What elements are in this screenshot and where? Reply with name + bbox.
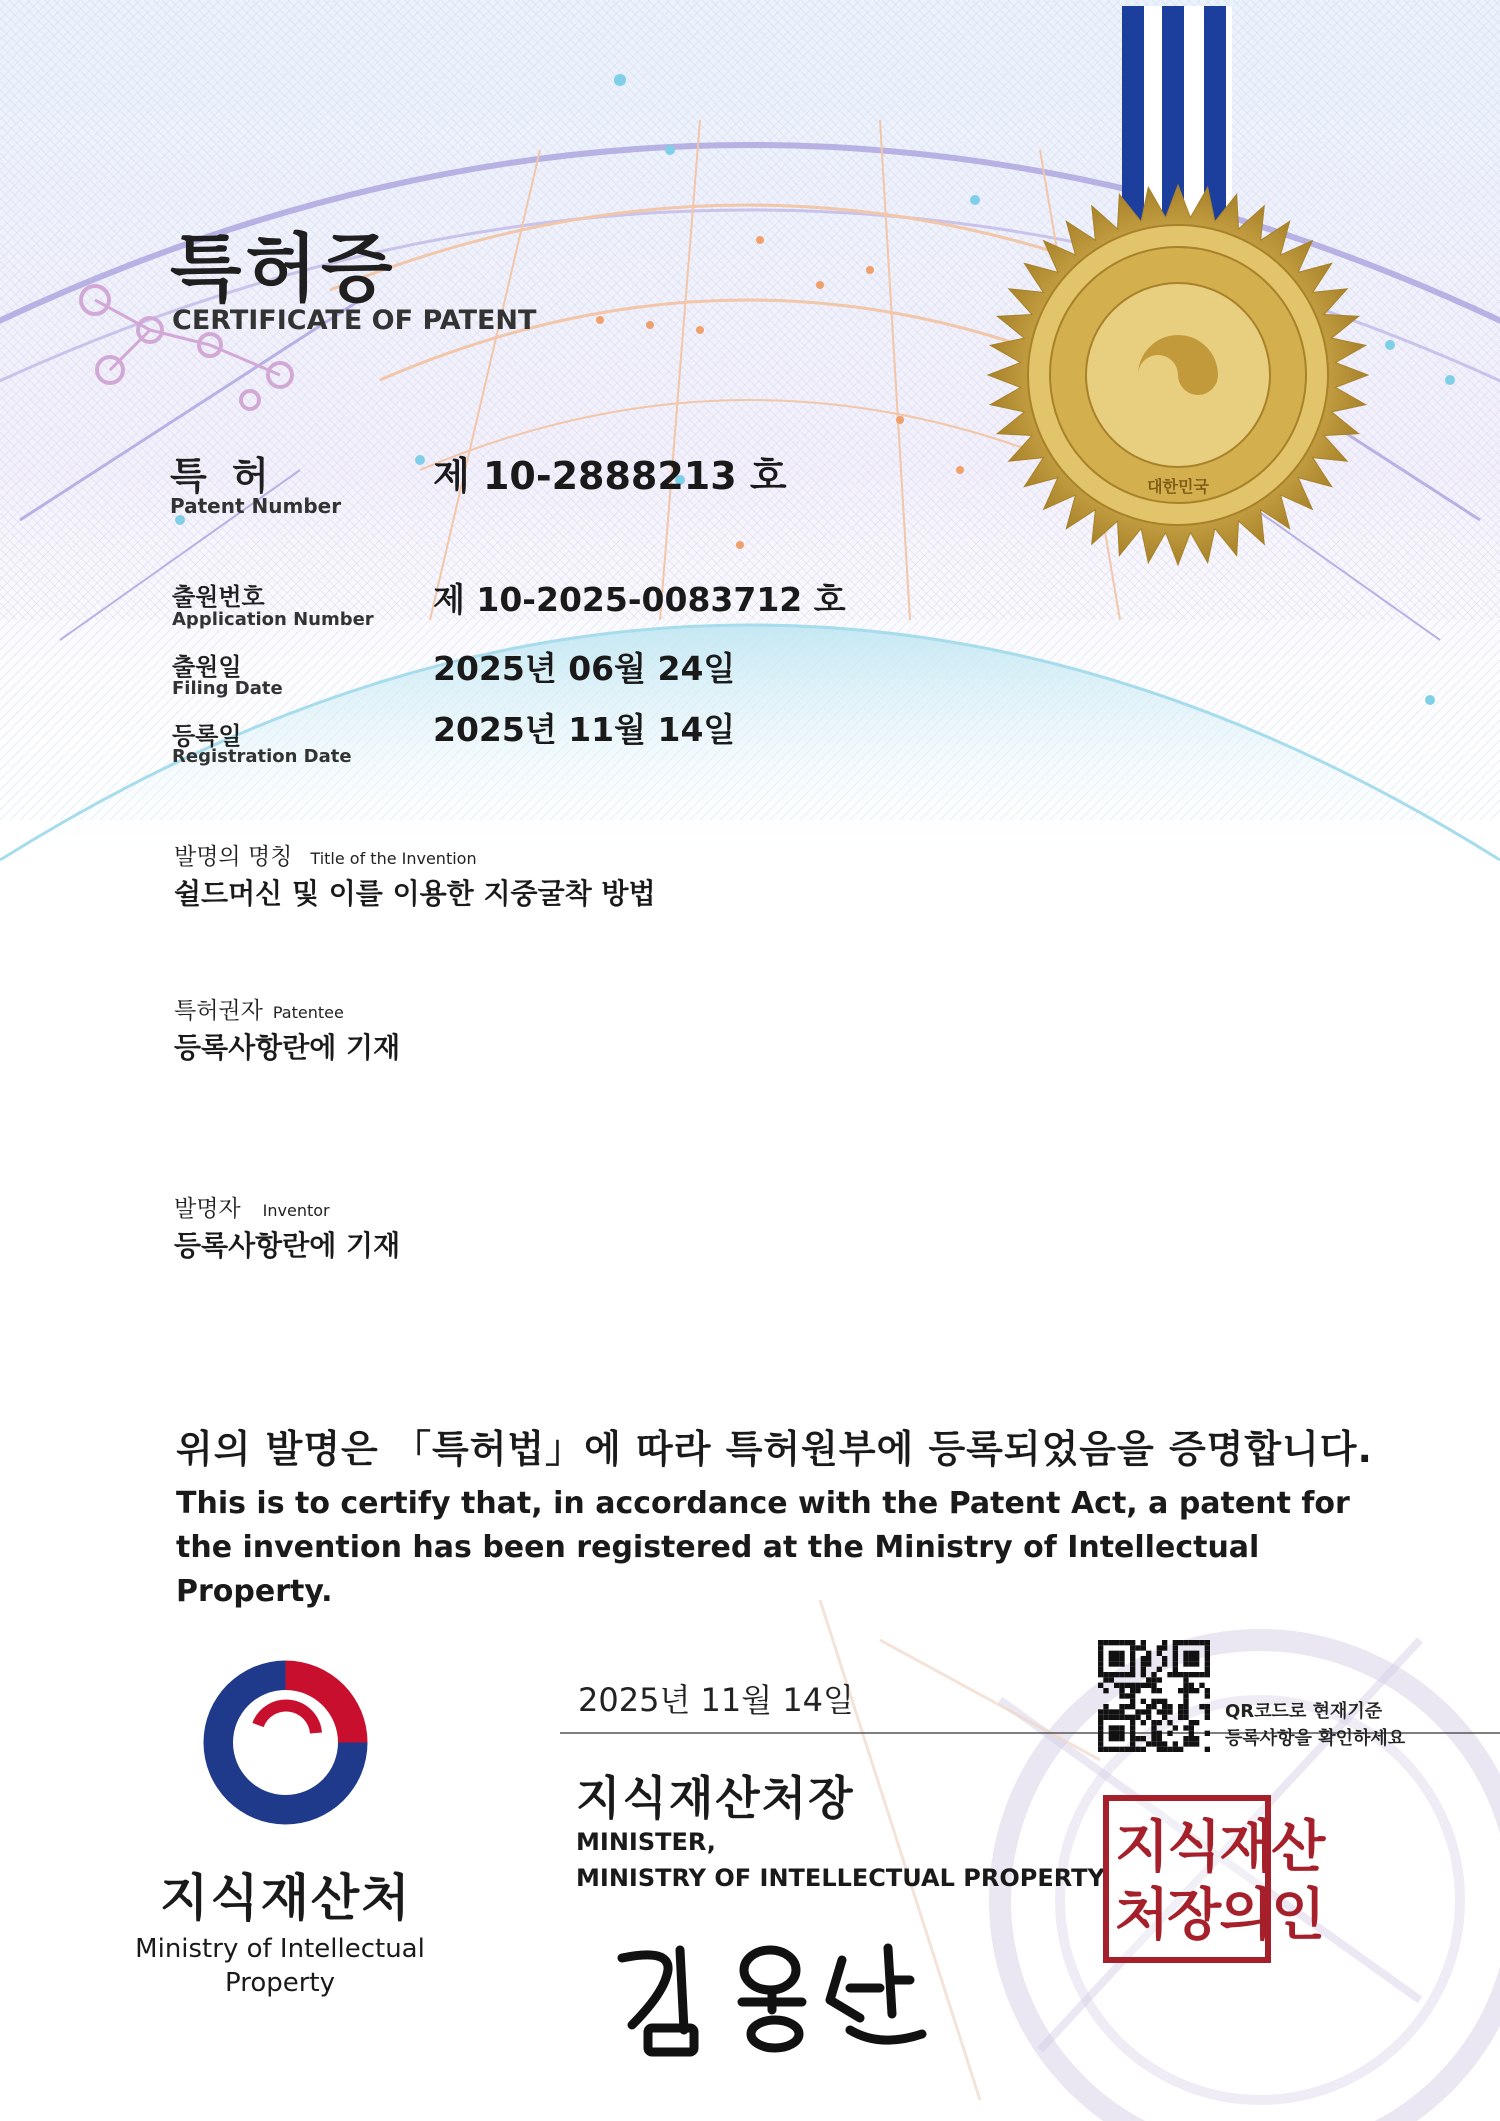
qr-module xyxy=(1162,1640,1167,1645)
qr-module xyxy=(1130,1715,1135,1720)
qr-module xyxy=(1162,1747,1167,1752)
qr-module xyxy=(1109,1725,1114,1730)
qr-module xyxy=(1146,1651,1151,1656)
qr-module xyxy=(1103,1640,1108,1645)
qr-module xyxy=(1146,1741,1151,1746)
qr-module xyxy=(1141,1720,1146,1725)
qr-module xyxy=(1183,1672,1188,1677)
qr-module xyxy=(1141,1656,1146,1661)
qr-module xyxy=(1194,1736,1199,1741)
qr-module xyxy=(1130,1672,1135,1677)
qr-module xyxy=(1098,1709,1103,1714)
qr-module xyxy=(1205,1688,1210,1693)
qr-module xyxy=(1135,1645,1140,1650)
qr-module xyxy=(1098,1715,1103,1720)
qr-module xyxy=(1135,1709,1140,1714)
qr-module xyxy=(1162,1704,1167,1709)
qr-module xyxy=(1157,1699,1162,1704)
qr-module xyxy=(1194,1720,1199,1725)
qr-module xyxy=(1205,1645,1210,1650)
qr-module xyxy=(1146,1709,1151,1714)
qr-module xyxy=(1119,1672,1124,1677)
qr-module xyxy=(1109,1640,1114,1645)
qr-module xyxy=(1114,1683,1119,1688)
qr-module xyxy=(1205,1747,1210,1752)
qr-module xyxy=(1178,1688,1183,1693)
qr-module xyxy=(1194,1640,1199,1645)
registration-date-label-english: Registration Date xyxy=(172,746,352,767)
qr-module xyxy=(1205,1704,1210,1709)
qr-module xyxy=(1141,1736,1146,1741)
certificate-title: 특허증 xyxy=(170,226,397,312)
qr-module xyxy=(1173,1741,1178,1746)
qr-module xyxy=(1130,1661,1135,1666)
qr-module xyxy=(1146,1715,1151,1720)
qr-module xyxy=(1151,1677,1156,1682)
qr-module xyxy=(1130,1704,1135,1709)
qr-module xyxy=(1157,1688,1162,1693)
inventor-label-row xyxy=(174,1190,330,1223)
qr-module xyxy=(1130,1699,1135,1704)
qr-module xyxy=(1098,1661,1103,1666)
qr-module xyxy=(1178,1709,1183,1714)
qr-module xyxy=(1130,1688,1135,1693)
qr-module xyxy=(1162,1656,1167,1661)
qr-module xyxy=(1183,1715,1188,1720)
qr-module xyxy=(1130,1736,1135,1741)
qr-module xyxy=(1109,1661,1114,1666)
qr-module xyxy=(1194,1651,1199,1656)
qr-module xyxy=(1178,1640,1183,1645)
qr-module xyxy=(1098,1741,1103,1746)
qr-module xyxy=(1167,1747,1172,1752)
qr-module xyxy=(1205,1651,1210,1656)
application-label-english: Application Number xyxy=(172,609,374,630)
qr-module xyxy=(1173,1656,1178,1661)
qr-module xyxy=(1109,1709,1114,1714)
qr-module xyxy=(1119,1704,1124,1709)
qr-module xyxy=(1162,1661,1167,1666)
qr-module xyxy=(1157,1747,1162,1752)
signature-date: 2025년 11월 14일 xyxy=(578,1681,854,1719)
inventor-label: 발명자 xyxy=(174,1196,241,1222)
qr-module xyxy=(1103,1704,1108,1709)
patentee-label: 특허권자 xyxy=(174,998,263,1024)
qr-module xyxy=(1151,1725,1156,1730)
minister-title-english-line2: MINISTRY OF INTELLECTUAL PROPERTY xyxy=(576,1864,1105,1892)
qr-module xyxy=(1194,1741,1199,1746)
qr-module xyxy=(1183,1651,1188,1656)
qr-module xyxy=(1162,1699,1167,1704)
qr-module xyxy=(1119,1715,1124,1720)
qr-module xyxy=(1189,1736,1194,1741)
qr-module xyxy=(1119,1747,1124,1752)
qr-module xyxy=(1119,1651,1124,1656)
qr-module xyxy=(1157,1720,1162,1725)
qr-module xyxy=(1119,1709,1124,1714)
qr-module xyxy=(1125,1747,1130,1752)
qr-module xyxy=(1189,1640,1194,1645)
qr-module xyxy=(1151,1736,1156,1741)
qr-module xyxy=(1109,1715,1114,1720)
seal-line2: 처장의인 xyxy=(1115,1882,1324,1948)
qr-module xyxy=(1135,1747,1140,1752)
qr-module xyxy=(1173,1645,1178,1650)
qr-module xyxy=(1141,1683,1146,1688)
qr-module xyxy=(1151,1683,1156,1688)
qr-module xyxy=(1183,1656,1188,1661)
invention-label: 발명의 명칭 xyxy=(174,844,293,870)
qr-module xyxy=(1178,1715,1183,1720)
qr-module xyxy=(1119,1693,1124,1698)
patentee-label-english: Patentee xyxy=(272,1003,344,1022)
qr-module xyxy=(1151,1699,1156,1704)
qr-module xyxy=(1183,1741,1188,1746)
qr-module xyxy=(1130,1651,1135,1656)
qr-module xyxy=(1183,1677,1188,1682)
qr-module xyxy=(1103,1672,1108,1677)
qr-code-note-line1: QR코드로 현재기준 xyxy=(1225,1701,1383,1722)
qr-module xyxy=(1130,1645,1135,1650)
qr-module xyxy=(1141,1699,1146,1704)
qr-module xyxy=(1130,1667,1135,1672)
qr-module xyxy=(1135,1736,1140,1741)
qr-module xyxy=(1109,1731,1114,1736)
filing-date-label: 출원일 xyxy=(172,653,242,681)
qr-module xyxy=(1157,1709,1162,1714)
qr-module xyxy=(1178,1672,1183,1677)
qr-module xyxy=(1098,1683,1103,1688)
qr-module xyxy=(1141,1640,1146,1645)
qr-module xyxy=(1114,1640,1119,1645)
qr-module xyxy=(1167,1709,1172,1714)
qr-module xyxy=(1205,1667,1210,1672)
qr-module xyxy=(1125,1704,1130,1709)
qr-module xyxy=(1194,1688,1199,1693)
qr-module xyxy=(1114,1715,1119,1720)
qr-module xyxy=(1173,1661,1178,1666)
qr-module xyxy=(1199,1640,1204,1645)
qr-code-note xyxy=(1225,1698,1455,1752)
qr-module xyxy=(1130,1720,1135,1725)
qr-module xyxy=(1098,1725,1103,1730)
certification-statement: 위의 발명은 「특허법」에 따라 특허원부에 등록되었음을 증명합니다. xyxy=(176,1427,1373,1471)
qr-module xyxy=(1189,1683,1194,1688)
qr-module xyxy=(1205,1656,1210,1661)
qr-module xyxy=(1183,1683,1188,1688)
qr-module xyxy=(1109,1651,1114,1656)
qr-module xyxy=(1114,1661,1119,1666)
qr-module xyxy=(1151,1672,1156,1677)
qr-module xyxy=(1125,1640,1130,1645)
qr-module xyxy=(1183,1699,1188,1704)
qr-module xyxy=(1194,1661,1199,1666)
qr-module xyxy=(1103,1715,1108,1720)
qr-module xyxy=(1167,1731,1172,1736)
qr-module xyxy=(1199,1672,1204,1677)
qr-module xyxy=(1135,1688,1140,1693)
qr-module xyxy=(1098,1731,1103,1736)
qr-code-note-line2: 등록사항을 확인하세요 xyxy=(1225,1728,1406,1749)
qr-module xyxy=(1205,1640,1210,1645)
qr-module xyxy=(1162,1741,1167,1746)
qr-module xyxy=(1178,1747,1183,1752)
qr-module xyxy=(1173,1725,1178,1730)
qr-module xyxy=(1125,1672,1130,1677)
qr-module xyxy=(1098,1667,1103,1672)
qr-module xyxy=(1189,1651,1194,1656)
qr-module xyxy=(1189,1731,1194,1736)
invention-label-english: Title of the Invention xyxy=(310,849,477,868)
qr-module xyxy=(1162,1709,1167,1714)
qr-module xyxy=(1125,1693,1130,1698)
qr-module xyxy=(1205,1715,1210,1720)
qr-module xyxy=(1173,1651,1178,1656)
qr-module xyxy=(1098,1720,1103,1725)
qr-module xyxy=(1119,1731,1124,1736)
qr-module xyxy=(1125,1683,1130,1688)
government-emblem-icon xyxy=(198,1655,373,1830)
qr-module xyxy=(1109,1736,1114,1741)
patent-label-english: Patent Number xyxy=(170,494,342,518)
organization-name: 지식재산처 xyxy=(160,1869,412,1927)
registration-date: 2025년 11월 14일 xyxy=(433,710,736,749)
qr-module xyxy=(1189,1720,1194,1725)
qr-module xyxy=(1162,1715,1167,1720)
qr-module xyxy=(1189,1656,1194,1661)
qr-module xyxy=(1157,1731,1162,1736)
qr-module xyxy=(1130,1693,1135,1698)
qr-module xyxy=(1157,1667,1162,1672)
qr-module xyxy=(1114,1672,1119,1677)
invention-label-row xyxy=(174,838,477,871)
minister-title: 지식재산처장 xyxy=(576,1771,855,1825)
qr-module xyxy=(1114,1747,1119,1752)
qr-module xyxy=(1098,1645,1103,1650)
qr-module xyxy=(1141,1747,1146,1752)
qr-module xyxy=(1114,1725,1119,1730)
qr-module xyxy=(1199,1704,1204,1709)
qr-module xyxy=(1146,1661,1151,1666)
qr-module xyxy=(1167,1672,1172,1677)
qr-module xyxy=(1151,1720,1156,1725)
minister-title-english-line1: MINISTER, xyxy=(576,1828,716,1856)
filing-date-label-english: Filing Date xyxy=(172,678,283,699)
qr-module xyxy=(1205,1731,1210,1736)
organization-name-english: Ministry of Intellectual Property xyxy=(135,1934,425,1998)
qr-module xyxy=(1141,1672,1146,1677)
qr-module xyxy=(1151,1704,1156,1709)
patent-number: 제 10-2888213 호 xyxy=(433,454,787,498)
qr-module xyxy=(1109,1747,1114,1752)
qr-module xyxy=(1157,1677,1162,1682)
qr-module xyxy=(1183,1736,1188,1741)
qr-module xyxy=(1119,1725,1124,1730)
qr-module xyxy=(1098,1672,1103,1677)
patentee-value: 등록사항란에 기재 xyxy=(174,1031,401,1064)
qr-module xyxy=(1199,1683,1204,1688)
qr-module xyxy=(1130,1656,1135,1661)
patent-label: 특 허 xyxy=(170,454,275,498)
qr-module xyxy=(1130,1725,1135,1730)
qr-module xyxy=(1130,1683,1135,1688)
qr-module xyxy=(1098,1736,1103,1741)
qr-module xyxy=(1183,1725,1188,1730)
qr-module xyxy=(1167,1720,1172,1725)
qr-module xyxy=(1141,1667,1146,1672)
qr-module xyxy=(1125,1715,1130,1720)
qr-module xyxy=(1141,1661,1146,1666)
qr-code[interactable] xyxy=(1098,1640,1210,1752)
qr-module xyxy=(1189,1688,1194,1693)
qr-module xyxy=(1194,1656,1199,1661)
qr-module xyxy=(1157,1736,1162,1741)
qr-module xyxy=(1103,1688,1108,1693)
qr-module xyxy=(1109,1656,1114,1661)
qr-module xyxy=(1114,1709,1119,1714)
invention-title: 쉴드머신 및 이를 이용한 지중굴착 방법 xyxy=(174,877,656,910)
qr-module xyxy=(1183,1661,1188,1666)
qr-module xyxy=(1135,1715,1140,1720)
qr-module xyxy=(1114,1651,1119,1656)
qr-module xyxy=(1189,1672,1194,1677)
qr-module xyxy=(1146,1677,1151,1682)
qr-module xyxy=(1189,1725,1194,1730)
qr-module xyxy=(1173,1672,1178,1677)
qr-module xyxy=(1167,1704,1172,1709)
qr-module xyxy=(1157,1741,1162,1746)
qr-module xyxy=(1194,1672,1199,1677)
filing-date: 2025년 06월 24일 xyxy=(433,649,736,688)
qr-module xyxy=(1114,1656,1119,1661)
qr-module xyxy=(1119,1661,1124,1666)
seal-line1: 지식재산 xyxy=(1115,1814,1324,1880)
qr-module xyxy=(1114,1736,1119,1741)
qr-module xyxy=(1157,1645,1162,1650)
official-seal-stamp xyxy=(1103,1795,1324,1963)
qr-module xyxy=(1183,1704,1188,1709)
qr-module xyxy=(1103,1747,1108,1752)
qr-module xyxy=(1151,1741,1156,1746)
qr-module xyxy=(1130,1741,1135,1746)
qr-module xyxy=(1119,1688,1124,1693)
registration-date-label: 등록일 xyxy=(172,722,242,750)
qr-module xyxy=(1173,1667,1178,1672)
qr-module xyxy=(1098,1747,1103,1752)
application-number: 제 10-2025-0083712 호 xyxy=(433,580,846,619)
qr-module xyxy=(1135,1683,1140,1688)
qr-module xyxy=(1098,1651,1103,1656)
certification-statement-english: This is to certify that, in accordance with the Patent Act, a patent for the invention has been registered at the Ministry of Intellectual Property. xyxy=(176,1486,1350,1609)
qr-module xyxy=(1119,1736,1124,1741)
qr-module xyxy=(1183,1688,1188,1693)
qr-module xyxy=(1162,1645,1167,1650)
qr-module xyxy=(1146,1683,1151,1688)
qr-module xyxy=(1119,1683,1124,1688)
qr-module xyxy=(1146,1656,1151,1661)
qr-module xyxy=(1114,1731,1119,1736)
qr-module xyxy=(1119,1640,1124,1645)
qr-module xyxy=(1130,1731,1135,1736)
qr-module xyxy=(1098,1656,1103,1661)
qr-module xyxy=(1205,1672,1210,1677)
minister-signature xyxy=(610,1930,940,2060)
application-label: 출원번호 xyxy=(172,583,265,611)
qr-module xyxy=(1205,1661,1210,1666)
qr-module xyxy=(1205,1709,1210,1714)
inventor-value: 등록사항란에 기재 xyxy=(174,1229,401,1262)
qr-module xyxy=(1189,1741,1194,1746)
qr-module xyxy=(1189,1661,1194,1666)
qr-module xyxy=(1183,1709,1188,1714)
qr-module xyxy=(1151,1688,1156,1693)
qr-module xyxy=(1141,1645,1146,1650)
qr-module xyxy=(1119,1656,1124,1661)
qr-module xyxy=(1183,1640,1188,1645)
qr-module xyxy=(1130,1640,1135,1645)
qr-module xyxy=(1109,1677,1114,1682)
certificate-title-english: CERTIFICATE OF PATENT xyxy=(172,305,537,336)
qr-module xyxy=(1103,1677,1108,1682)
qr-module xyxy=(1130,1747,1135,1752)
qr-module xyxy=(1173,1747,1178,1752)
medal-caption: 대한민국 xyxy=(1147,477,1209,496)
qr-module xyxy=(1146,1704,1151,1709)
patentee-label-row xyxy=(174,992,344,1025)
qr-module xyxy=(1141,1709,1146,1714)
qr-module xyxy=(1173,1640,1178,1645)
qr-module xyxy=(1178,1704,1183,1709)
qr-module xyxy=(1151,1731,1156,1736)
qr-module xyxy=(1205,1693,1210,1698)
inventor-label-english: Inventor xyxy=(262,1201,330,1220)
qr-module xyxy=(1098,1640,1103,1645)
qr-module xyxy=(1183,1693,1188,1698)
qr-module xyxy=(1157,1651,1162,1656)
qr-module xyxy=(1109,1672,1114,1677)
qr-module xyxy=(1103,1709,1108,1714)
